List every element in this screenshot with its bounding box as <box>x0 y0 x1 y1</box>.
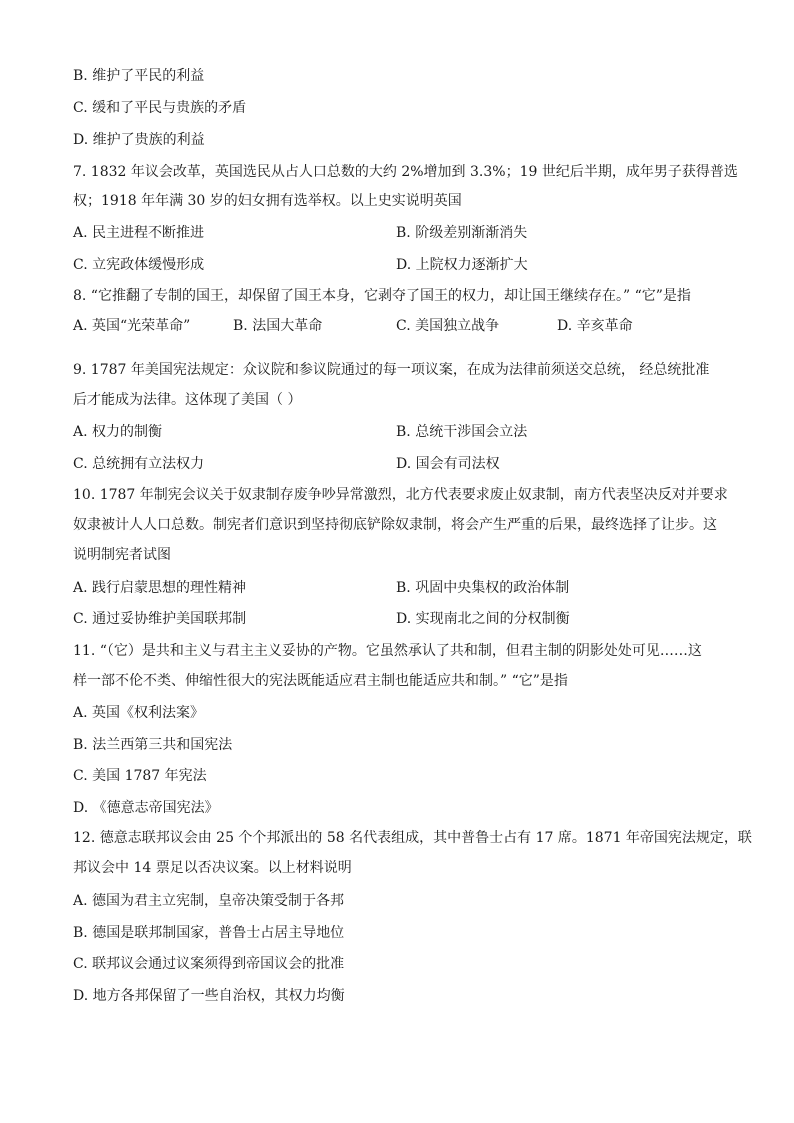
q12-option-c: C. 联邦议会通过议案须得到帝国议会的批准 <box>73 956 345 972</box>
q10-option-c: C. 通过妥协维护美国联邦制 <box>73 611 247 627</box>
q10-stem-line2: 奴隶被计人人口总数。制宪者们意识到坚持彻底铲除奴隶制，将会产生严重的后果，最终选择了让步。这 <box>73 517 717 533</box>
q10-option-d: D. 实现南北之间的分权制衡 <box>396 611 570 627</box>
q12-stem-line1: 12. 德意志联邦议会由 25 个个邦派出的 58 名代表组成，其中普鲁士占有 17 席。1871 年帝国宪法规定，联 <box>73 830 752 846</box>
q12-option-d: D. 地方各邦保留了一些自治权，其权力均衡 <box>73 988 345 1004</box>
q12-option-b: B. 德国是联邦制国家，普鲁士占居主导地位 <box>73 925 345 941</box>
q7-option-c: C. 立宪政体缓慢形成 <box>73 257 205 273</box>
q7-option-d: D. 上院权力逐渐扩大 <box>396 257 528 273</box>
q7-stem-line2: 权；1918 年年满 30 岁的妇女拥有选举权。以上史实说明英国 <box>73 193 462 209</box>
q11-option-d: D. 《德意志帝国宪法》 <box>73 800 219 816</box>
q9-option-d: D. 国会有司法权 <box>396 456 500 472</box>
q9-option-c: C. 总统拥有立法权力 <box>73 456 205 472</box>
q9-stem-line2: 后才能成为法律。这体现了美国（ ） <box>73 392 302 408</box>
q12-option-a: A. 德国为君主立宪制，皇帝决策受制于各邦 <box>73 893 345 909</box>
q10-option-b: B. 巩固中央集权的政治体制 <box>396 580 570 596</box>
q10-stem-line3: 说明制宪者试图 <box>73 547 171 563</box>
q8-option-a: A. 英国“光荣革命” <box>73 318 191 334</box>
q7-option-b: B. 阶级差别渐渐消失 <box>396 225 528 241</box>
q11-option-b: B. 法兰西第三共和国宪法 <box>73 737 233 753</box>
q6-option-b: B. 维护了平民的利益 <box>73 68 205 84</box>
q6-option-d: D. 维护了贵族的利益 <box>73 132 205 148</box>
q10-stem-line1: 10. 1787 年制宪会议关于奴隶制存废争吵异常激烈，北方代表要求废止奴隶制，南方代表坚决反对并要求 <box>73 487 728 503</box>
q9-stem-line1: 9. 1787 年美国宪法规定：众议院和参议院通过的每一项议案，在成为法律前须送交总统， 经总统批准 <box>73 362 710 378</box>
q8-option-c: C. 美国独立战争 <box>396 318 500 334</box>
q9-option-b: B. 总统干涉国会立法 <box>396 424 528 440</box>
q11-stem-line1: 11. “（它）是共和主义与君主主义妥协的产物。它虽然承认了共和制，但君主制的阴影处处可见……这 <box>73 643 702 659</box>
q8-option-d: D. 辛亥革命 <box>557 318 633 334</box>
q11-option-c: C. 美国 1787 年宪法 <box>73 768 207 784</box>
q8-stem: 8. “它推翻了专制的国王，却保留了国王本身，它剥夺了国王的权力，却让国王继续存在。” “它”是指 <box>73 288 691 304</box>
q11-stem-line2: 样一部不伦不类、伸缩性很大的宪法既能适应君主制也能适应共和制。” “它”是指 <box>73 673 568 689</box>
q7-stem-line1: 7. 1832 年议会改革，英国选民从占人口总数的大约 2%增加到 3.3%；19 世纪后半期，成年男子获得普选 <box>73 164 738 180</box>
q9-option-a: A. 权力的制衡 <box>73 424 163 440</box>
q7-option-a: A. 民主进程不断推进 <box>73 225 205 241</box>
q8-option-b: B. 法国大革命 <box>233 318 323 334</box>
q12-stem-line2: 邦议会中 14 票足以否决议案。以上材料说明 <box>73 860 352 876</box>
q6-option-c: C. 缓和了平民与贵族的矛盾 <box>73 100 247 116</box>
q10-option-a: A. 践行启蒙思想的理性精神 <box>73 580 247 596</box>
q11-option-a: A. 英国《权利法案》 <box>73 705 205 721</box>
